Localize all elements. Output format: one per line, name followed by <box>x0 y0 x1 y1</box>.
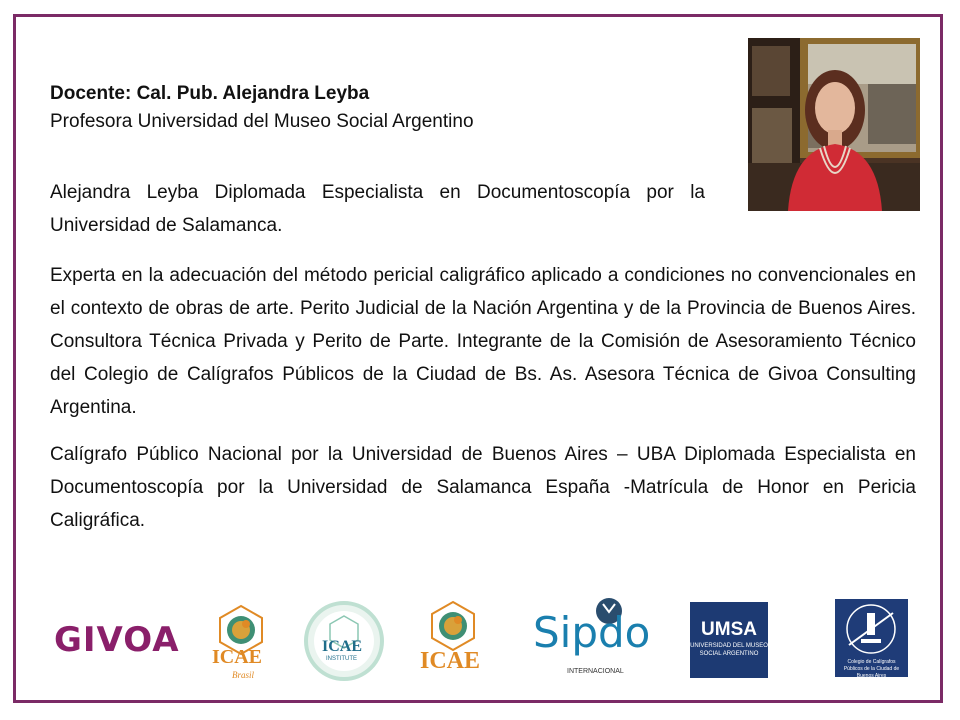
microscope-icon <box>835 599 908 659</box>
sipdo-logo <box>533 596 651 682</box>
icae-brasil-sublabel: Brasil <box>232 670 255 680</box>
icae-brasil-logo <box>206 602 276 682</box>
icae-logo <box>416 598 490 682</box>
icae-institute-label: ICAE <box>322 638 363 655</box>
colegio-caligrafos-logo <box>835 599 908 677</box>
sipdo-label: Sipdo <box>533 608 651 657</box>
icae-institute-sublabel: INSTITUTE <box>326 656 357 662</box>
colegio-caligrafos-label: Colegio de Calígrafos Públicos de la Ciudad de Buenos Aires <box>843 659 900 679</box>
givoa-logo-text: GIVOA <box>54 620 180 660</box>
bio-paragraph-2: Experta en la adecuación del método pericial caligráfico aplicado a condiciones no convencionales en el contexto de obras de arte. Perito Judicial de la Nación Argentina y de la Provincia de Buenos Aires. Consultora Técnica Privada y Perito de Parte. Integrante de la Comisión de Asesoramiento Técnico del Colegio de Calígrafos Públicos de la Ciudad de Bs. As. Asesora Técnica de Givoa Consulting Argentina. <box>50 265 916 418</box>
portrait-image <box>748 38 920 211</box>
page-subtitle: Profesora Universidad del Museo Social Argentino <box>50 111 474 132</box>
bio-paragraph-1: Alejandra Leyba Diplomada Especialista en Documentoscopía por la Universidad de Salamanca. <box>50 182 705 236</box>
page-title: Docente: Cal. Pub. Alejandra Leyba <box>50 83 370 104</box>
umsa-sublabel: UNIVERSIDAD DEL MUSEO SOCIAL ARGENTINO <box>690 643 768 657</box>
givoa-logo <box>54 620 180 660</box>
icae-brasil-label: ICAE <box>212 646 263 668</box>
umsa-logo <box>690 602 768 678</box>
umsa-label: UMSA <box>701 619 757 640</box>
sipdo-sublabel: INTERNACIONAL <box>567 668 624 675</box>
portrait-photo <box>748 38 920 211</box>
icae-label: ICAE <box>420 648 481 674</box>
logos-row <box>0 590 960 690</box>
bio-paragraph-3: Calígrafo Público Nacional por la Universidad de Buenos Aires – UBA Diplomada Especialista en Documentoscopía por la Universidad de Salamanca España -Matrícula de Honor en Pericia Caligráfica. <box>50 444 916 531</box>
icae-institute-logo <box>304 600 384 682</box>
